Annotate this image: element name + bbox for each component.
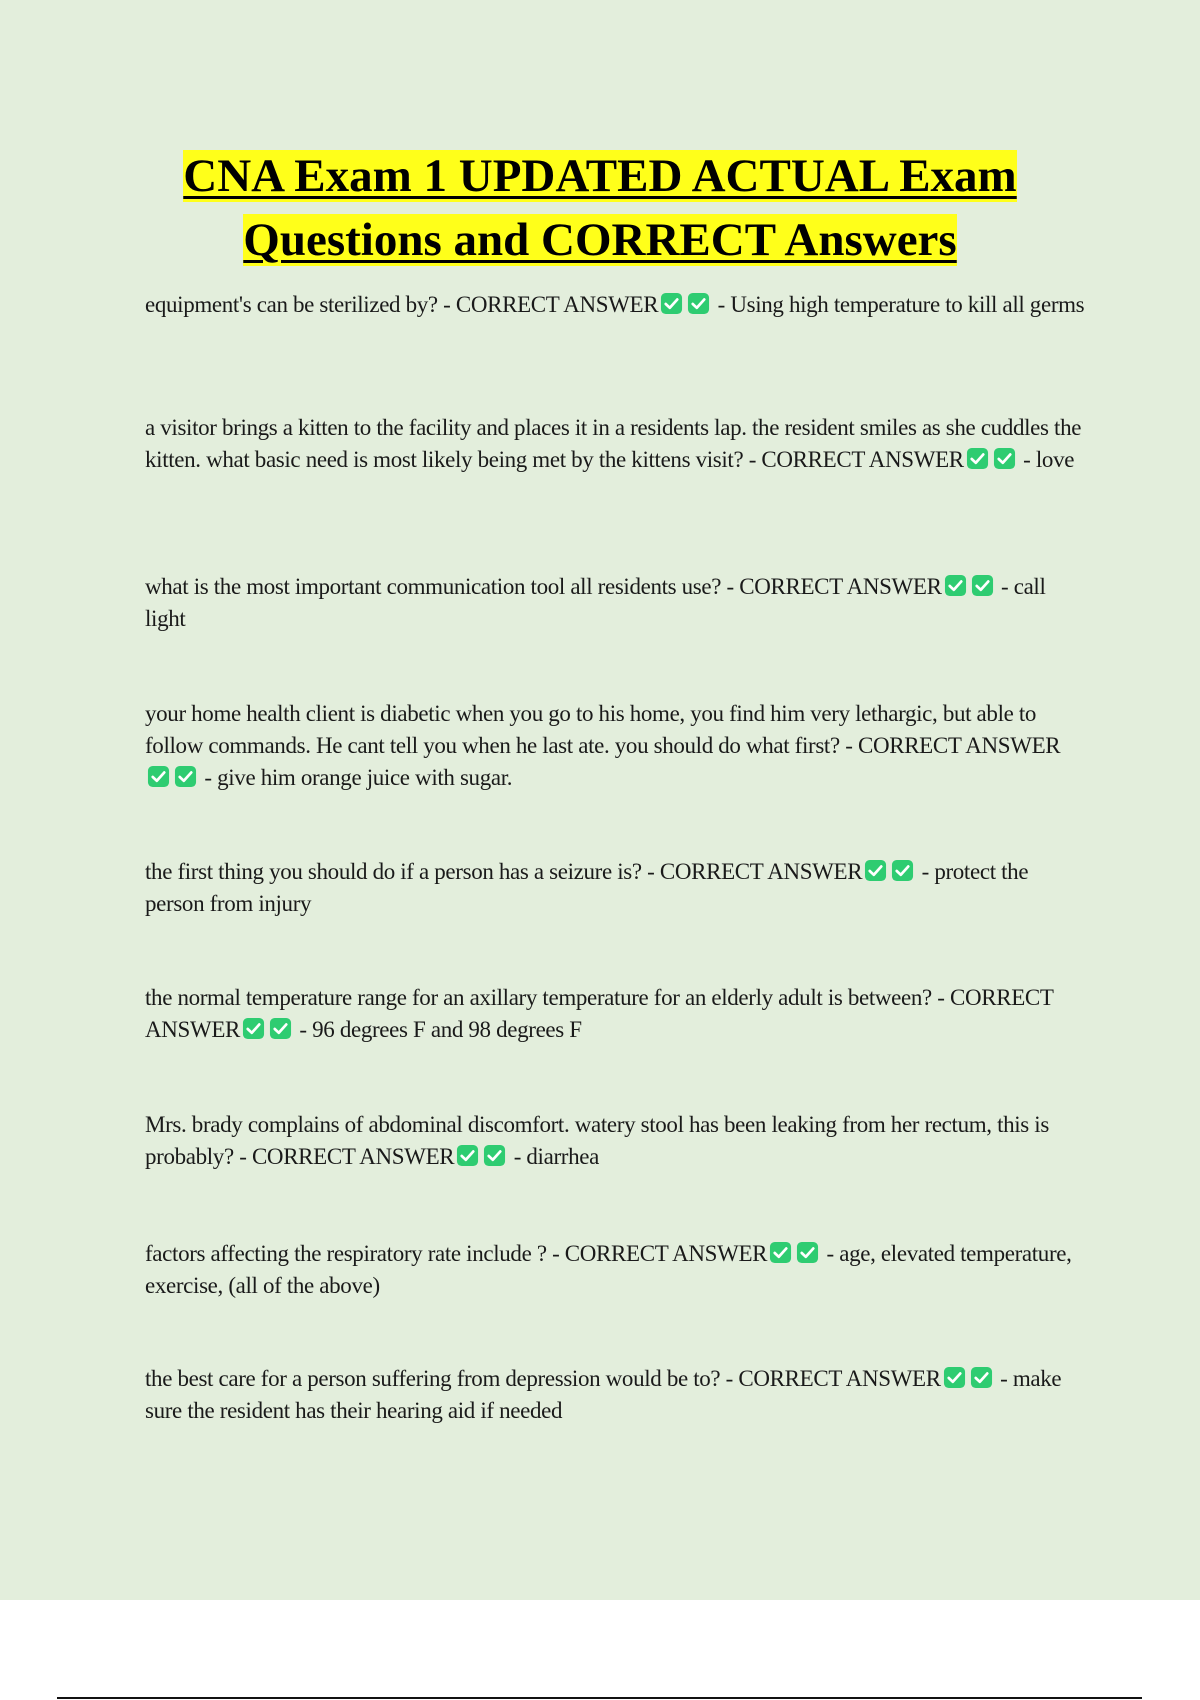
answer-marker: CORRECT ANSWER: [761, 447, 964, 472]
answer-marker: CORRECT ANSWER: [145, 985, 1054, 1042]
qa-item: [145, 982, 1085, 1046]
question-text: equipment's can be sterilized by? -: [145, 292, 456, 317]
check-icon: [269, 1017, 292, 1040]
check-icon: [174, 765, 197, 788]
question-text: Mrs. brady complains of abdominal discomfort. watery stool has been leaking from her rectum, this is probably? -: [145, 1112, 1049, 1169]
question-text: your home health client is diabetic when you go to his home, you find him very lethargic, but able to follow commands. He cant tell you when he last ate. you should do what first? -: [145, 701, 1037, 758]
check-icon: [864, 859, 887, 882]
answer-marker: CORRECT ANSWER: [857, 733, 1061, 758]
answer-marker: CORRECT ANSWER: [739, 574, 942, 599]
check-icon: [966, 447, 989, 470]
question-text: what is the most important communication tool all residents use? -: [145, 574, 740, 599]
question-text: a visitor brings a kitten to the facility and places it in a residents lap. the resident smiles as she cuddles the kitten. what basic need is most likely being met by the kittens visit? -: [145, 415, 1082, 472]
answer-text: - make sure the resident has their hearing aid if needed: [145, 1366, 1062, 1423]
answer-text: - Using high temperature to kill all germs: [712, 292, 1085, 317]
check-icon: [769, 1241, 792, 1264]
answer-marker: CORRECT ANSWER: [738, 1366, 941, 1391]
answer-text: - 96 degrees F and 98 degrees F: [294, 1017, 582, 1042]
question-text: the best care for a person suffering from depression would be to? -: [145, 1366, 739, 1391]
document-title-text: CNA Exam 1 UPDATED ACTUAL Exam Questions and CORRECT Answers: [183, 150, 1017, 266]
answer-marker: CORRECT ANSWER: [659, 859, 863, 884]
document-title: [120, 144, 1080, 272]
answer-marker: CORRECT ANSWER: [455, 292, 659, 317]
check-icon: [796, 1241, 819, 1264]
qa-item: [145, 571, 1085, 635]
qa-item: [145, 289, 1085, 321]
check-icon: [943, 1366, 966, 1389]
check-icon: [993, 447, 1016, 470]
answer-marker: CORRECT ANSWER: [564, 1241, 768, 1266]
check-icon: [456, 1144, 479, 1167]
check-icon: [970, 1366, 993, 1389]
check-icon: [891, 859, 914, 882]
qa-item: [145, 1363, 1085, 1427]
answer-text: - give him orange juice with sugar.: [199, 765, 513, 790]
qa-item: [145, 1109, 1085, 1173]
check-icon: [147, 765, 170, 788]
answer-text: - love: [1017, 447, 1075, 472]
answer-text: - call light: [145, 574, 1046, 631]
answer-marker: CORRECT ANSWER: [251, 1144, 455, 1169]
check-icon: [483, 1144, 506, 1167]
qa-item: [145, 698, 1085, 794]
question-text: the first thing you should do if a person has a seizure is? -: [145, 859, 660, 884]
qa-item: [145, 1238, 1085, 1302]
question-text: factors affecting the respiratory rate include ? -: [145, 1241, 565, 1266]
qa-item: [145, 412, 1085, 476]
question-text: the normal temperature range for an axillary temperature for an elderly adult is between? -: [145, 985, 950, 1010]
footer-divider: [57, 1697, 1142, 1699]
check-icon: [944, 574, 967, 597]
check-icon: [660, 292, 683, 315]
check-icon: [687, 292, 710, 315]
check-icon: [242, 1017, 265, 1040]
answer-text: - age, elevated temperature, exercise, (all of the above): [145, 1241, 1072, 1298]
answer-text: - protect the person from injury: [145, 859, 1029, 916]
answer-text: - diarrhea: [508, 1144, 599, 1169]
check-icon: [971, 574, 994, 597]
qa-item: [145, 856, 1085, 920]
